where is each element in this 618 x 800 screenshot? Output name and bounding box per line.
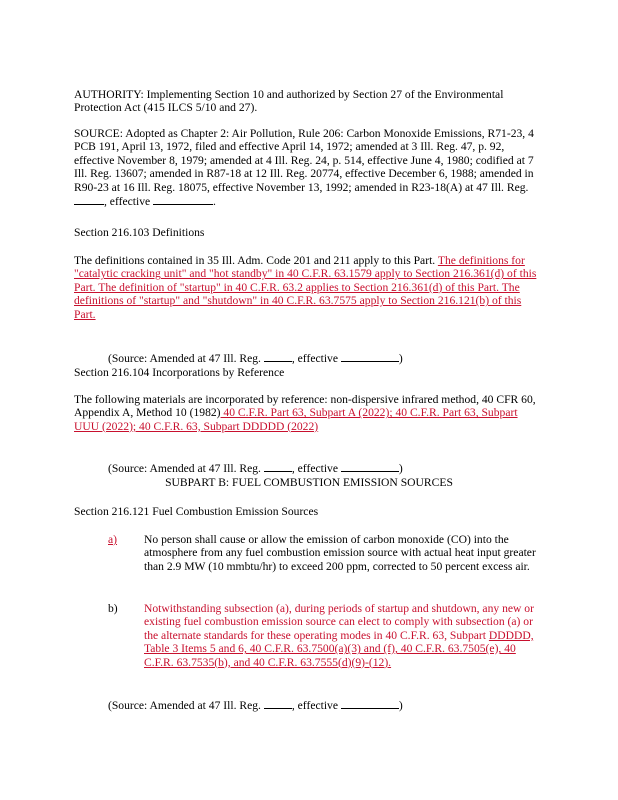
section-216-103-body: [74, 254, 544, 321]
effective-date-blank: [341, 351, 399, 362]
subsection-b-body: Notwithstanding subsection (a), during periods of startup and shutdown, any new or existing fuel combustion emission source can elect to comply with subsection (a) or the alternate standards for these operating modes in 40 C.F.R. 63, Subpart: [144, 602, 534, 642]
source-note-end: ): [398, 351, 403, 365]
authority-paragraph: [74, 88, 544, 115]
effective-date-blank: [341, 698, 399, 709]
subsection-a-text: [144, 533, 542, 573]
definitions-insertion: The definitions for "catalytic cracking unit" and "hot standby" in 40 C.F.R. 63.1579 apply to Section 216.361(d) of this Part. The definition of "startup" in 40 C.F.R. 63.2 applies to Section 216.361(d) of this Part. The definitions of "startup" and "shutdown" in 40 C.F.R. 63.7575 apply to Section 216.121(b) of this Part.: [74, 254, 537, 321]
section-216-103-heading: [74, 226, 544, 239]
source-note-mid: , effective: [291, 698, 338, 712]
source-note-pre: (Source: Amended at 47 Ill. Reg.: [108, 461, 261, 475]
source-note-end: ): [398, 461, 403, 475]
subsection-b-text: [144, 602, 542, 669]
source-note-216-104: [108, 461, 403, 475]
subsection-b-label: b): [108, 602, 118, 615]
source-note-216-103: [108, 351, 403, 365]
source-note-mid: , effective: [291, 461, 338, 475]
subsection-a-body: No person shall cause or allow the emission of carbon monoxide (CO) into the atmosphere from any fuel combustion emission source with actual heat input greater than 2.9 MW (10 mmbtu/hr) to exceed 200 ppm, corrected to 50 percent excess air.: [144, 533, 536, 573]
section-heading: Section 216.104 Incorporations by Reference: [74, 366, 285, 379]
source-note-216-121: [108, 698, 403, 712]
source-note-end: ): [398, 698, 403, 712]
section-216-121-heading: [74, 505, 544, 518]
authority-text: AUTHORITY: Implementing Section 10 and authorized by Section 27 of the Environmental Protection Act (415 ILCS 5/10 and 27).: [74, 88, 504, 115]
subsection-b-insertion: DDDDD, Table 3 Items 5 and 6, 40 C.F.R. 63.7500(a)(3) and (f), 40 C.F.R. 63.7505(e), 40 C.F.R. 63.7535(b), and 40 C.F.R. 63.7555(d)(9)-(12).: [144, 628, 534, 669]
effective-date-blank: [341, 461, 399, 472]
incorporation-body: The following materials are incorporated by reference: non-dispersive infrared method, 40 CFR 60, Appendix A, Method 10 (1982): [74, 393, 536, 420]
source-effective-label: , effective: [104, 195, 151, 209]
source-paragraph: [74, 127, 544, 208]
section-heading: Section 216.121 Fuel Combustion Emission Sources: [74, 505, 319, 518]
register-blank: [264, 351, 292, 362]
section-216-104-heading: [74, 366, 544, 379]
source-end: .: [213, 195, 216, 209]
source-note-pre: (Source: Amended at 47 Ill. Reg.: [108, 351, 261, 365]
subpart-title: SUBPART B: FUEL COMBUSTION EMISSION SOURCES: [165, 476, 453, 489]
register-blank: [74, 194, 104, 205]
source-text: SOURCE: Adopted as Chapter 2: Air Pollution, Rule 206: Carbon Monoxide Emissions, R71-23, 4 PCB 191, April 13, 1972, filed and effective April 14, 1972; amended at 3 Ill. Reg. 47, p. 92, effective November 8, 1979; amended at 4 Ill. Reg. 24, p. 514, effective June 4, 1980; codified at 7 Ill. Reg. 13607; amended in R87-18 at 12 Ill. Reg. 20774, effective December 6, 1988; amended in R90-23 at 16 Ill. Reg. 18075, effective November 13, 1992; amended in R23-18(A) at 47 Ill. Reg.: [74, 127, 534, 194]
section-216-104-body: [74, 393, 544, 433]
source-note-mid: , effective: [291, 351, 338, 365]
register-blank: [264, 698, 292, 709]
subpart-b-title: [74, 476, 544, 489]
definitions-body: The definitions contained in 35 Ill. Adm. Code 201 and 211 apply to this Part.: [74, 254, 436, 267]
subsection-a-label: a): [108, 533, 118, 546]
effective-date-blank: [153, 194, 213, 205]
incorporation-insertion: 40 C.F.R. Part 63, Subpart A (2022); 40 C.F.R. Part 63, Subpart UUU (2022); 40 C.F.R. 63, Subpart DDDDD (2022): [74, 406, 518, 433]
source-note-pre: (Source: Amended at 47 Ill. Reg.: [108, 698, 261, 712]
register-blank: [264, 461, 292, 472]
section-heading: Section 216.103 Definitions: [74, 226, 205, 239]
